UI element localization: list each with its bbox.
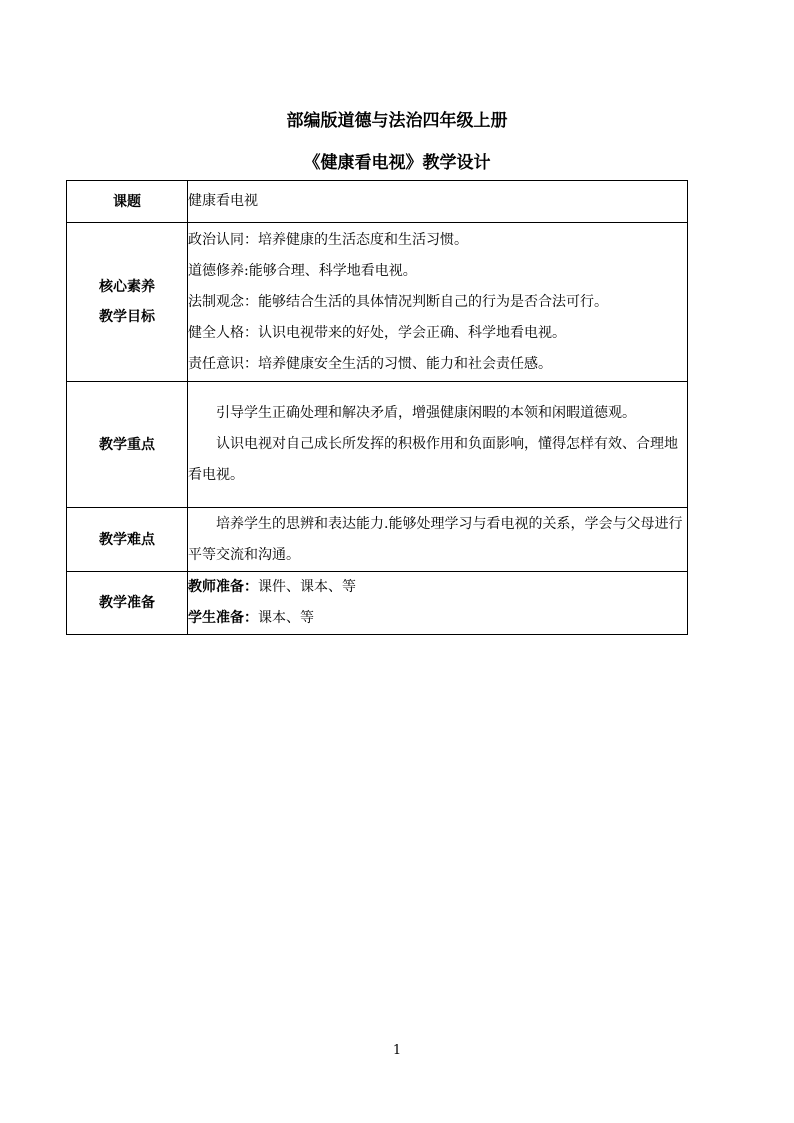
key-points-content: [188, 382, 688, 508]
goal-item: 责任意识：培养健康安全生活的习惯、能力和社会责任感。: [188, 355, 552, 372]
page-number: 1: [392, 1043, 402, 1058]
difficulties-content: [188, 508, 688, 572]
document-subtitle: 《健康看电视》教学设计: [303, 153, 491, 173]
key-points-row: [67, 382, 688, 508]
goals-label-line1: 核心素养: [99, 279, 155, 295]
student-preparation-label: 学生准备：: [188, 610, 258, 626]
goal-item: 法制观念：能够结合生活的具体情况判断自己的行为是否合法可行。: [188, 293, 608, 310]
preparation-label: 教学准备: [67, 572, 188, 635]
lesson-plan-table: [66, 180, 688, 635]
goals-row: [67, 223, 688, 382]
topic-row: [67, 181, 688, 223]
goals-label: [67, 223, 188, 382]
teacher-preparation-value: 课件、课本、等: [258, 579, 356, 595]
student-preparation: [188, 603, 687, 634]
document-title: 部编版道德与法治四年级上册: [286, 111, 508, 131]
difficulties-row: [67, 508, 688, 572]
goals-content: [188, 223, 688, 382]
goal-item: 政治认同：培养健康的生活态度和生活习惯。: [188, 231, 468, 248]
key-point-paragraph: 引导学生正确处理和解决矛盾，增强健康闲暇的本领和闲暇道德观。: [216, 405, 636, 421]
key-points-label: 教学重点: [67, 382, 188, 508]
topic-value: 健康看电视: [188, 181, 688, 223]
key-point-paragraph: 认识电视对自己成长所发挥的积极作用和负面影响，懂得怎样有效、合理地看电视。: [188, 436, 678, 483]
goal-item: 道德修养:能够合理、科学地看电视。: [188, 262, 417, 279]
student-preparation-value: 课本、等: [258, 610, 314, 626]
teacher-preparation: [188, 572, 687, 603]
teacher-preparation-label: 教师准备：: [188, 579, 258, 595]
topic-label: 课题: [67, 181, 188, 223]
preparation-row: [67, 572, 688, 635]
goals-label-line2: 教学目标: [99, 309, 155, 325]
goal-item: 健全人格：认识电视带来的好处，学会正确、科学地看电视。: [188, 324, 566, 341]
preparation-content: [188, 572, 688, 635]
difficulty-paragraph: 培养学生的思辨和表达能力.能够处理学习与看电视的关系，学会与父母进行平等交流和沟通。: [188, 515, 683, 563]
difficulties-label: 教学难点: [67, 508, 188, 572]
